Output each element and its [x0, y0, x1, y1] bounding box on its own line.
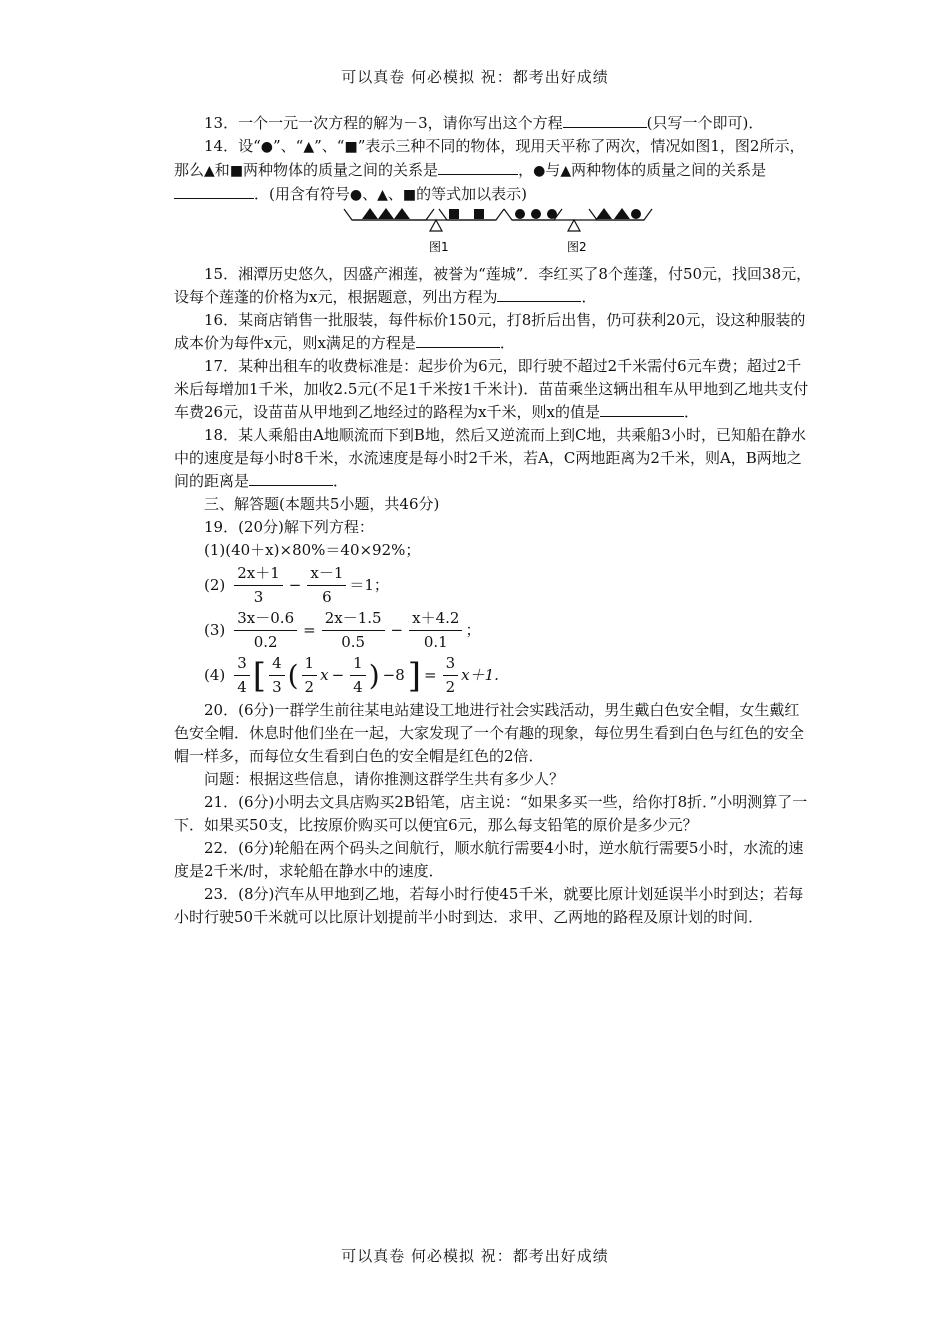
- equation-4: [174, 654, 814, 697]
- filled-square-icon: ■: [229, 163, 244, 179]
- denominator: 4: [353, 678, 363, 696]
- q15-tail: ．: [581, 288, 597, 306]
- q14-part: ”、“: [314, 137, 345, 155]
- denominator: 0.2: [253, 633, 278, 651]
- question-18: [174, 424, 814, 493]
- filled-square-icon: ■: [402, 187, 417, 203]
- filled-square-icon: ■: [344, 139, 358, 155]
- balance-figure-1: [344, 208, 504, 254]
- q14-part: 、: [387, 185, 403, 203]
- answer-blank: [600, 401, 684, 417]
- balance-figures: [174, 207, 814, 259]
- operator: −: [331, 666, 345, 684]
- page-footer: 可以真卷 何必模拟 祝：都考出好成绩: [341, 1247, 609, 1265]
- q15-text: 15．湘潭历史悠久，因盛产湘莲，被誉为“莲城”．李红买了8个莲蓬，付50元，找回38元，设每个莲蓬的价格为x元，根据题意，列出方程为: [174, 265, 812, 306]
- fraction: [350, 654, 366, 697]
- q14-part: 的等式加以表示): [416, 185, 527, 203]
- left-paren: (: [287, 658, 299, 692]
- q14-part: 、: [362, 185, 378, 203]
- fraction: [443, 654, 459, 697]
- fraction: [322, 609, 385, 652]
- operator: =: [303, 621, 316, 639]
- figure-2-caption: 图2: [567, 240, 587, 254]
- variable: x: [320, 666, 329, 684]
- question-17: [174, 355, 814, 424]
- equation-label: (3): [204, 621, 226, 639]
- fraction: [234, 654, 250, 697]
- filled-triangle-icon: ▲: [560, 163, 572, 179]
- question-21: 21．(6分)小明去文具店购买2B铅笔，店主说：“如果多买一些，给你打8折．”小明测算了一下．如果买50支，比按原价购买可以便宜6元，那么每支铅笔的原价是多少元？: [174, 793, 808, 834]
- equation-label: (4): [204, 666, 226, 684]
- answer-blank: [174, 183, 254, 199]
- numerator: 3x－0.6: [234, 609, 297, 631]
- denominator: 0.5: [341, 633, 366, 651]
- filled-triangle-icon: ▲: [204, 163, 215, 179]
- q14-part: 与: [545, 161, 561, 179]
- operator: −: [390, 621, 404, 639]
- q17-text: 17．某种出租车的收费标准是：起步价为6元，即行驶不超过2千米需付6元车费；超过2千米后每增加1千米，加收2.5元(不足1千米按1千米计)．苗苗乘坐这辆出租车从甲地到乙地共支付车费26元，设苗苗从甲地到乙地经过的路程为x千米，则x的值是: [174, 357, 809, 421]
- fraction: [307, 564, 346, 607]
- answer-blank: [497, 286, 581, 302]
- right-paren: ): [368, 658, 380, 692]
- question-13: [174, 112, 814, 135]
- left-bracket: [: [252, 655, 267, 696]
- right-bracket: ]: [407, 655, 422, 696]
- q14-part: 14．设“: [204, 137, 261, 155]
- q16-tail: ．: [499, 334, 515, 352]
- figure-1-caption: 图1: [429, 240, 449, 254]
- equation-3: [174, 609, 814, 652]
- numerator: 3: [234, 654, 250, 676]
- question-15: [174, 263, 814, 309]
- filled-circle-icon: ●: [349, 187, 363, 203]
- operator: −: [288, 576, 302, 594]
- q14-part: ，: [518, 161, 534, 179]
- denominator: 2: [445, 678, 456, 696]
- numerator: 2x＋1: [234, 564, 283, 586]
- question-20: 20．(6分)一群学生前往某电站建设工地进行社会实践活动，男生戴白色安全帽，女生戴红色安全帽．休息时他们坐在一起，大家发现了一个有趣的现象，每位男生看到白色与红色的安全帽一样多，而每位女生看到白色的安全帽是红色的2倍．: [174, 701, 805, 765]
- section-3-heading: 三、解答题(本题共5小题，共46分): [204, 495, 440, 513]
- denominator: 6: [322, 588, 332, 606]
- numerator: 1: [350, 654, 366, 676]
- denominator: 3: [272, 678, 282, 696]
- denominator: 0.1: [423, 633, 448, 651]
- question-16: [174, 309, 814, 355]
- denominator: 2: [304, 678, 315, 696]
- numerator: 1: [302, 654, 318, 676]
- answer-blank: [249, 470, 333, 486]
- equation-label: (2): [204, 576, 226, 594]
- question-19-title: 19．(20分)解下列方程：: [204, 518, 374, 536]
- denominator: 4: [237, 678, 247, 696]
- q14-part: 两种物体的质量之间的关系是: [243, 161, 439, 179]
- numerator: 3: [443, 654, 459, 676]
- operator: =: [424, 666, 437, 684]
- denominator: 3: [253, 588, 264, 606]
- numerator: 4: [269, 654, 285, 676]
- question-20-ask: 问题：根据这些信息，请你推测这群学生共有多少人？: [204, 770, 565, 788]
- question-23: 23．(8分)汽车从甲地到乙地，若每小时行使45千米，就要比原计划延误半小时到达；若每小时行驶50千米就可以比原计划提前半小时到达．求甲、乙两地的路程及原计划的时间．: [174, 885, 804, 926]
- balance-scale-icon: [174, 207, 814, 259]
- question-14: [174, 135, 814, 207]
- q14-part: ”表示三种不同的物体，现用天平称了两次，情况如图1，图2所示，那么: [174, 137, 805, 179]
- equation-2: [174, 564, 814, 607]
- fraction: [269, 654, 285, 697]
- answer-blank: [416, 332, 500, 348]
- rhs: x＋1.: [461, 666, 499, 684]
- page-header: 可以真卷 何必模拟 祝：都考出好成绩: [341, 68, 609, 86]
- fraction: [409, 609, 462, 652]
- q18-tail: ．: [333, 472, 349, 490]
- q13-text: 13．一个一元一次方程的解为－3，请你写出这个方程: [204, 114, 563, 132]
- filled-circle-icon: ●: [533, 163, 546, 179]
- q14-part: 两种物体的质量之间的关系是: [571, 161, 767, 179]
- balance-figure-2: [504, 208, 652, 254]
- rhs: ＝1；: [349, 576, 389, 594]
- q14-part: ．(用含有符号: [254, 185, 350, 203]
- equation-1: (1)(40＋x)×80%＝40×92%；: [204, 541, 421, 559]
- q17-tail: ．: [684, 403, 700, 421]
- q14-part: 和: [214, 161, 230, 179]
- numerator: x－1: [307, 564, 346, 586]
- operator: −8: [382, 666, 405, 684]
- q13-tail: (只写一个即可)．: [646, 114, 764, 132]
- filled-triangle-icon: ▲: [303, 139, 315, 155]
- numerator: 2x－1.5: [322, 609, 385, 631]
- filled-triangle-icon: ▲: [377, 187, 388, 203]
- question-content: [174, 112, 814, 929]
- numerator: x＋4.2: [409, 609, 462, 631]
- question-22: 22．(6分)轮船在两个码头之间航行，顺水航行需要4小时，逆水航行需要5小时，水流的速度是2千米/时，求轮船在静水中的速度．: [174, 839, 804, 880]
- answer-blank: [563, 112, 647, 128]
- q18-text: 18．某人乘船由A地顺流而下到B地，然后又逆流而上到C地，共乘船3小时，已知船在静水中的速度是每小时8千米，水流速度是每小时2千米，若A，C两地距离为2千米，则A，B两地之间的距离是: [174, 426, 806, 490]
- q14-part: ”、“: [272, 137, 304, 155]
- answer-blank: [438, 159, 518, 175]
- fraction: [302, 654, 318, 697]
- filled-circle-icon: ●: [260, 139, 273, 155]
- fraction: [234, 609, 297, 652]
- q16-text: 16．某商店销售一批服装，每件标价150元，打8折后出售，仍可获利20元，设这种服装的成本价为每件x元，则x满足的方程是: [174, 311, 806, 352]
- fraction: [234, 564, 283, 607]
- rhs: ；: [465, 621, 481, 639]
